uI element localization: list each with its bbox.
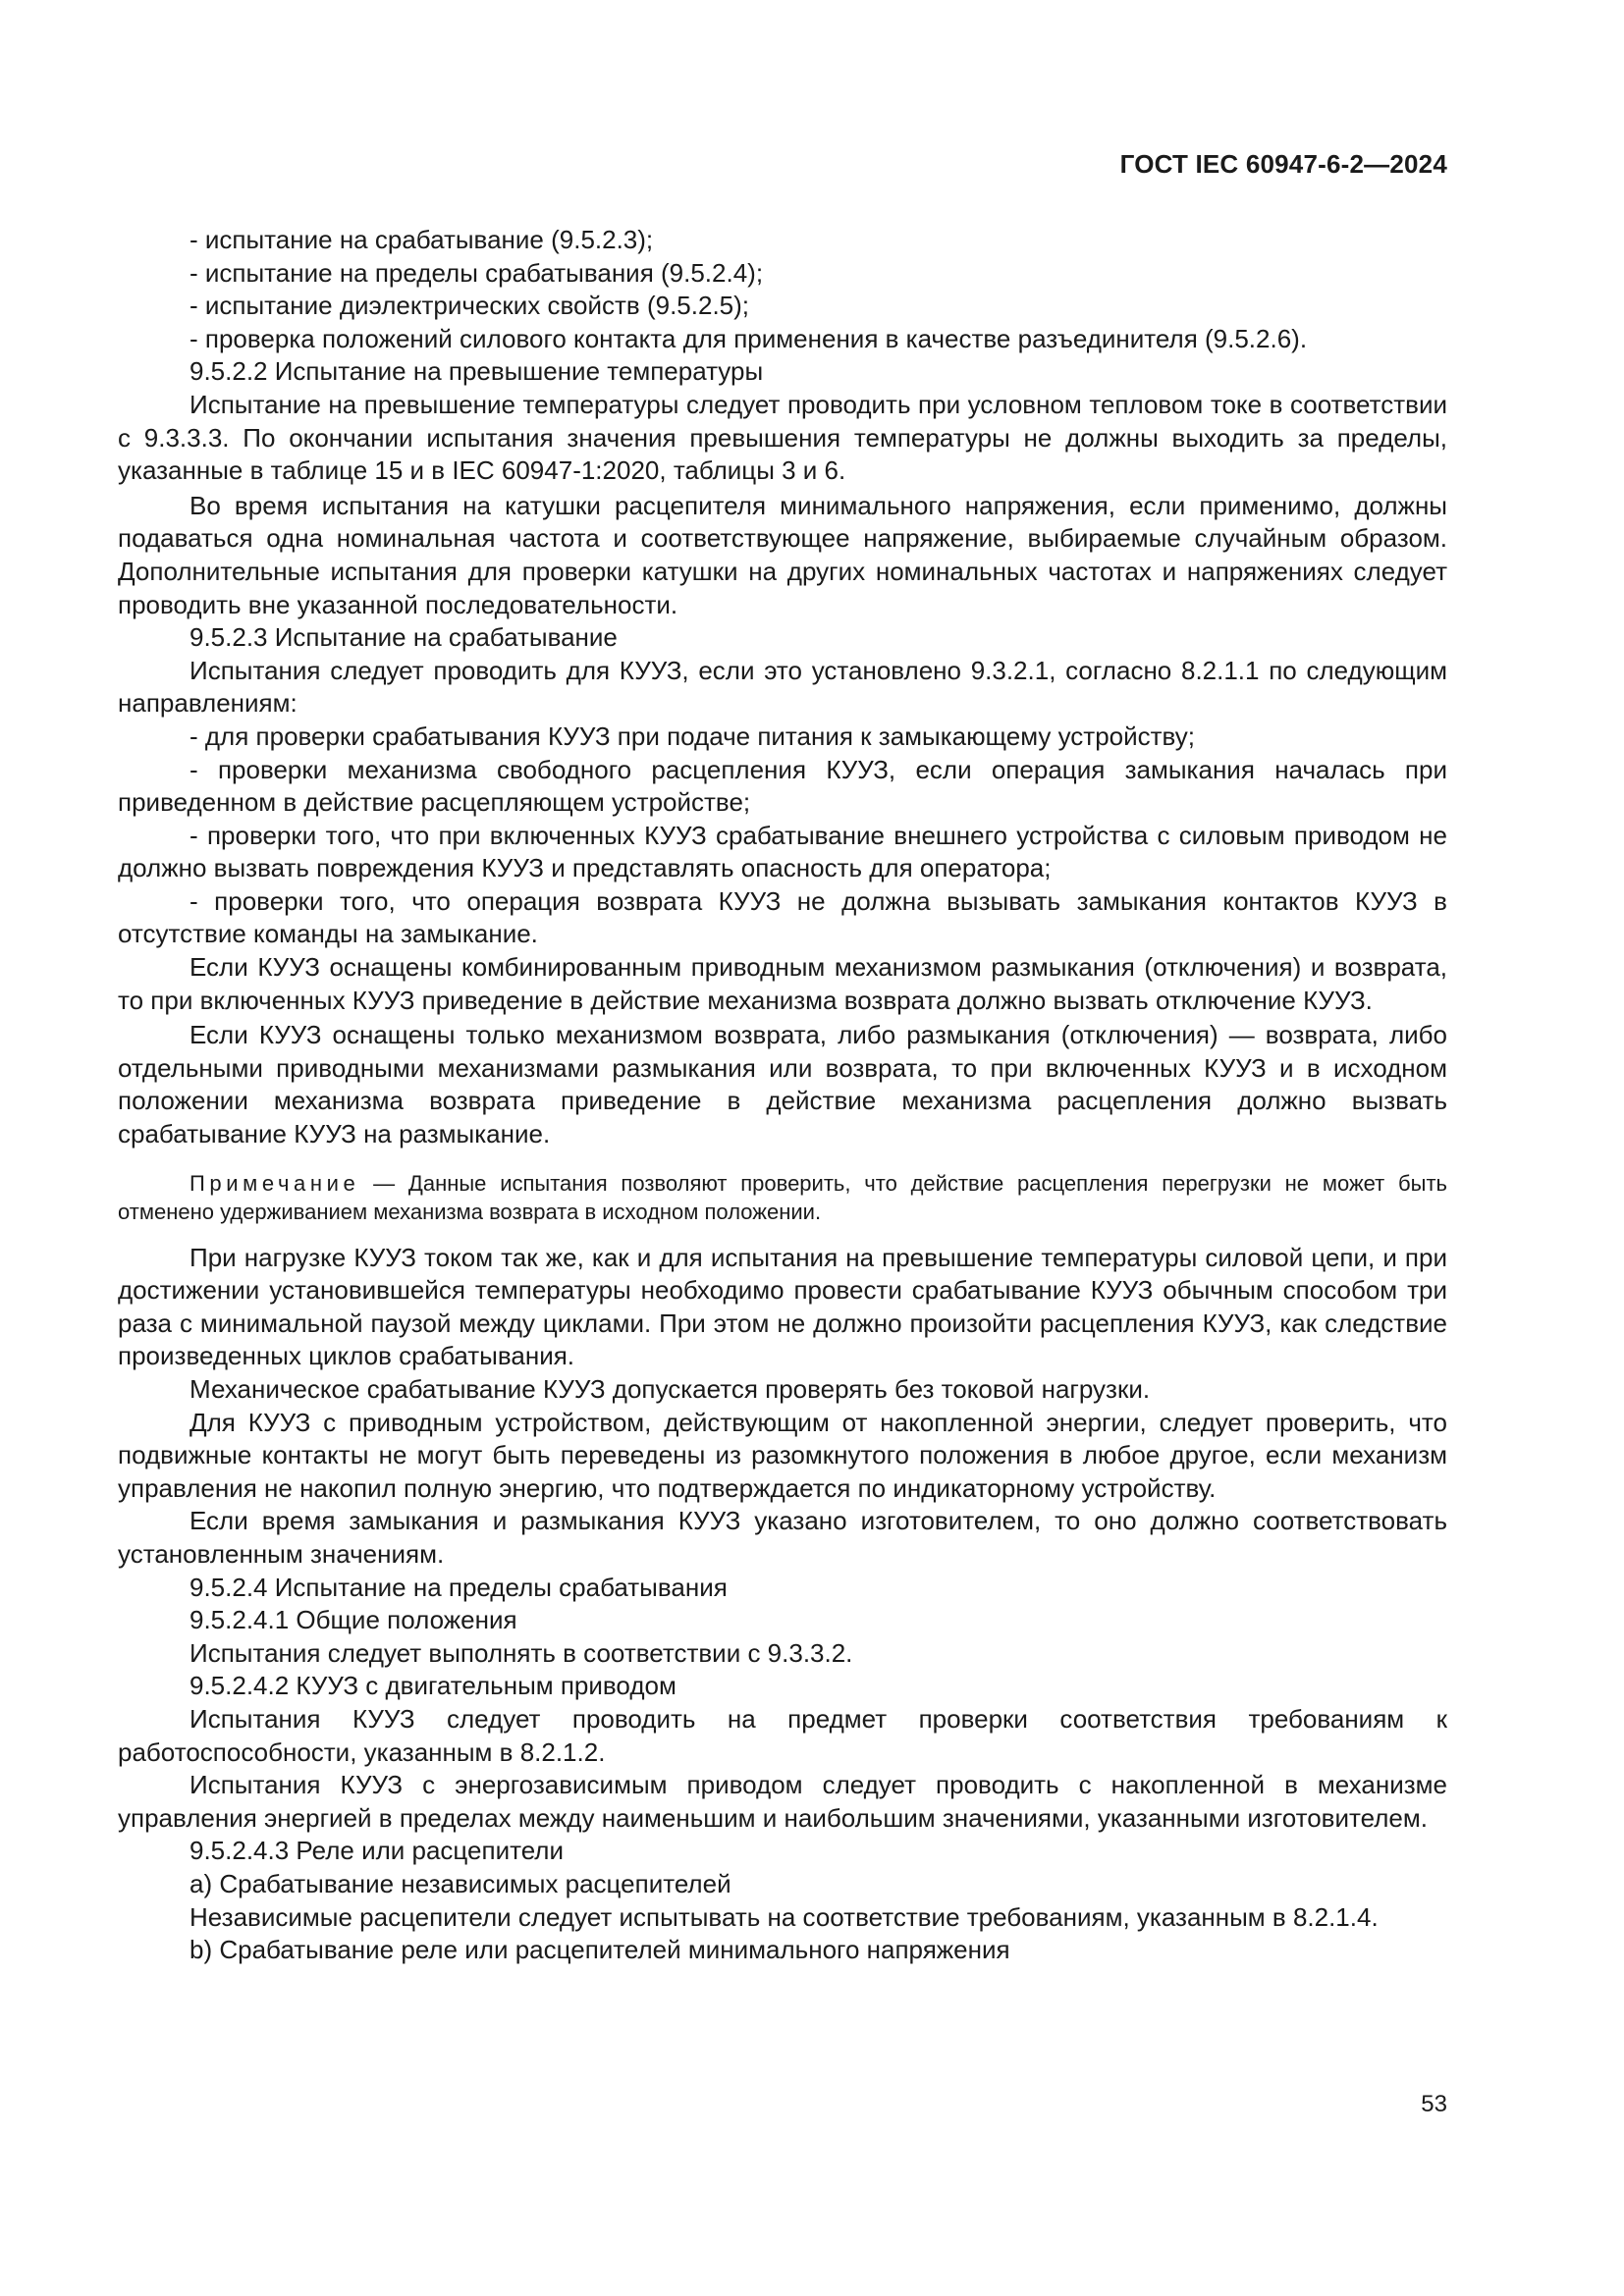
body-text [118, 224, 1447, 1967]
list-item: - проверки механизма свободного расцепления КУУЗ, если операция замыкания началась при приведенном в действие расцепляющем устройстве; [118, 754, 1447, 818]
paragraph: Независимые расцепители следует испытывать на соответствие требованиям, указанным в 8.2.1.4. [189, 1901, 1379, 1932]
paragraph: Во время испытания на катушки расцепителя минимального напряжения, если применимо, должны подаваться одна номинальная частота и соответствующее напряжение, выбираемые случайным образом. Дополнительные испытания для проверки катушки на других номинальных частотах и напряжениях следует проводить вне указанной последовательности. [118, 490, 1447, 619]
paragraph: Если время замыкания и размыкания КУУЗ указано изготовителем, то оно должно соответствовать установленным значениям. [118, 1506, 1447, 1569]
list-item: - проверки того, что при включенных КУУЗ срабатывание внешнего устройства с силовым приводом не должно вызвать повреждения КУУЗ и представлять опасность для оператора; [118, 820, 1447, 883]
list-item: - проверка положений силового контакта для применения в качестве разъединителя (9.5.2.6). [189, 323, 1308, 353]
paragraph: Испытания следует проводить для КУУЗ, если это установлено 9.3.2.1, согласно 8.2.1.1 по следующим направлениям: [118, 655, 1447, 719]
section-heading: 9.5.2.3 Испытание на срабатывание [189, 622, 618, 653]
paragraph: Механическое срабатывание КУУЗ допускается проверять без токовой нагрузки. [189, 1374, 1151, 1404]
paragraph: Если КУУЗ оснащены комбинированным приводным механизмом размыкания (отключения) и возврата, то при включенных КУУЗ приведение в действие механизма возврата должно вызвать отключение КУУЗ. [118, 952, 1447, 1015]
section-heading: 9.5.2.4.3 Реле или расцепители [189, 1836, 564, 1866]
section-heading: 9.5.2.4 Испытание на пределы срабатывания [189, 1572, 728, 1602]
section-heading: 9.5.2.4.2 КУУЗ с двигательным приводом [189, 1671, 677, 1701]
paragraph: Испытания КУУЗ следует проводить на предмет проверки соответствия требованиям к работоспособности, указанным в 8.2.1.2. [118, 1703, 1447, 1767]
paragraph: Испытания КУУЗ с энергозависимым приводом следует проводить с накопленной в механизме управления энергией в пределах между наименьшим и наибольшим значениями, указанными изготовителем. [118, 1770, 1447, 1833]
page-number: 53 [1421, 2091, 1447, 2117]
note-text: — Данные испытания позволяют проверить, что действие расцепления перегрузки не может быть отменено удерживанием механизма возврата в исходном положении. [118, 1170, 1447, 1224]
standard-header: ГОСТ IEC 60947-6-2—2024 [1119, 149, 1447, 179]
paragraph: При нагрузке КУУЗ током так же, как и для испытания на превышение температуры силовой цепи, и при достижении установившейся температуры необходимо провести срабатывание КУУЗ обычным способом три раза с минимальной паузой между циклами. При этом не должно произойти расцепления КУУЗ, как следствие произведенных циклов срабатывания. [118, 1242, 1447, 1371]
paragraph: Если КУУЗ оснащены только механизмом возврата, либо размыкания (отключения) — возврата, либо отдельными приводными механизмами размыкания или возврата, то при включенных КУУЗ и в исходном положении механизма возврата приведение в действие механизма расцепления должно вызвать срабатывание КУУЗ на размыкание. [118, 1020, 1447, 1149]
list-item: a) Срабатывание независимых расцепителей [189, 1868, 731, 1898]
list-item: - для проверки срабатывания КУУЗ при подаче питания к замыкающему устройству; [189, 721, 1196, 751]
list-item: - испытание на срабатывание (9.5.2.3); [189, 225, 654, 254]
list-item: - испытание диэлектрических свойств (9.5.2.5); [189, 291, 750, 321]
paragraph: Для КУУЗ с приводным устройством, действующим от накопленной энергии, следует проверить, что подвижные контакты не могут быть переведены из разомкнутого положения в любое другое, если механизм управления не накопил полную энергию, что подтверждается по индикаторному устройству. [118, 1407, 1447, 1503]
list-item: - испытание на пределы срабатывания (9.5.2.4); [189, 257, 764, 288]
note-label: Примечание [189, 1170, 360, 1196]
list-item: b) Срабатывание реле или расцепителей минимального напряжения [189, 1935, 1010, 1965]
section-heading: 9.5.2.4.1 Общие положения [189, 1605, 517, 1635]
paragraph: Испытания следует выполнять в соответствии с 9.3.3.2. [189, 1637, 853, 1668]
paragraph: Испытание на превышение температуры следует проводить при условном тепловом токе в соответствии с 9.3.3.3. По окончании испытания значения превышения температуры не должны выходить за пределы, указанные в таблице 15 и в IEC 60947-1:2020, таблицы 3 и 6. [118, 389, 1447, 486]
note-block [118, 1169, 1447, 1226]
section-heading: 9.5.2.2 Испытание на превышение температуры [189, 356, 764, 387]
list-item: - проверки того, что операция возврата КУУЗ не должна вызывать замыкания контактов КУУЗ в отсутствие команды на замыкание. [118, 885, 1447, 949]
